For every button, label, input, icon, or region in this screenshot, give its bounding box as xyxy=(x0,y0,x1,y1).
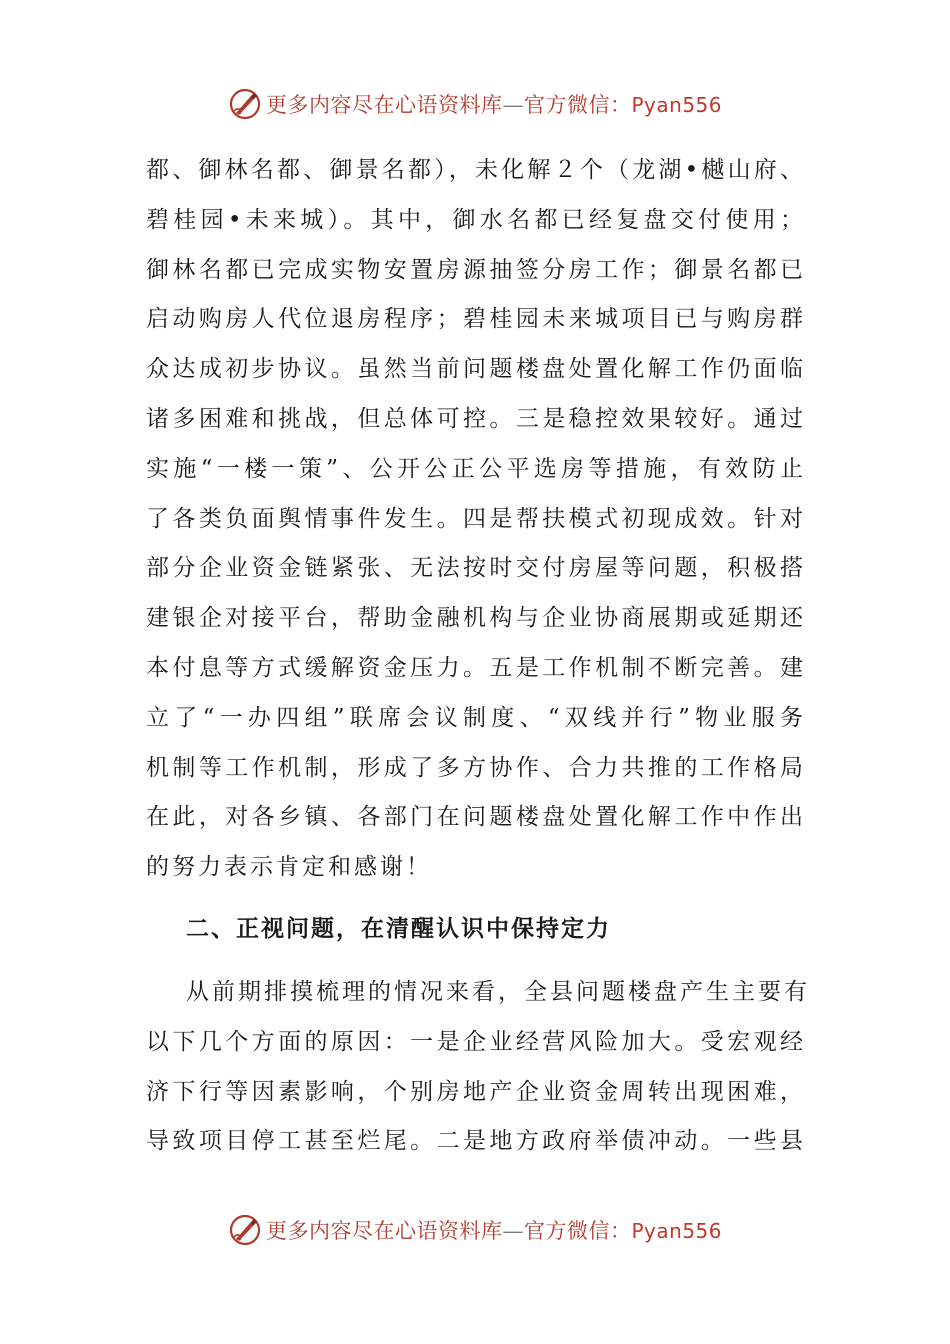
text-line: 机制等工作机制，形成了多方协作、合力共推的工作格局 xyxy=(146,754,806,781)
text-line: 启动购房人代位退房程序；碧桂园未来城项目已与购房群 xyxy=(146,306,806,333)
text-line: 从前期排摸梳理的情况来看，全县问题楼盘产生主要有 xyxy=(186,979,810,1005)
paragraph-1 xyxy=(146,146,806,893)
watermark-separator: — xyxy=(502,1219,524,1243)
watermark-banner-bottom xyxy=(0,1208,950,1252)
text-line: 的努力表示肯定和感谢！ xyxy=(146,854,432,881)
paragraph-2 xyxy=(146,968,810,1167)
watermark-text xyxy=(266,89,722,119)
watermark-wechat-label: 官方微信： xyxy=(523,1219,632,1243)
pen-logo-icon xyxy=(228,1213,262,1247)
text-line: 众达成初步协议。虽然当前问题楼盘处置化解工作仍面临 xyxy=(146,356,806,383)
watermark-separator: — xyxy=(502,93,524,117)
text-line: 都、御林名都、御景名都），未化解２个（龙湖•樾山府、 xyxy=(146,157,806,183)
watermark-wechat-id: Pyan556 xyxy=(631,93,722,117)
text-line: 以下几个方面的原因：一是企业经营风险加大。受宏观经 xyxy=(146,1028,806,1055)
section-heading: 二、正视问题，在清醒认识中保持定力 xyxy=(186,916,611,942)
text-line: 诸多困难和挑战，但总体可控。三是稳控效果较好。通过 xyxy=(146,405,806,432)
text-line: 济下行等因素影响，个别房地产企业资金周转出现困难， xyxy=(146,1078,806,1105)
watermark-wechat-label: 官方微信： xyxy=(523,93,632,117)
text-line: 御林名都已完成实物安置房源抽签分房工作；御景名都已 xyxy=(146,256,806,283)
text-line: 立了“一办四组”联席会议制度、“双线并行”物业服务 xyxy=(146,704,806,731)
text-line: 了各类负面舆情事件发生。四是帮扶模式初现成效。针对 xyxy=(146,505,806,532)
text-line: 在此，对各乡镇、各部门在问题楼盘处置化解工作中作出 xyxy=(146,804,806,831)
text-line: 碧桂园•未来城）。其中，御水名都已经复盘交付使用； xyxy=(146,206,806,233)
text-line: 导致项目停工甚至烂尾。二是地方政府举债冲动。一些县 xyxy=(146,1128,806,1155)
watermark-banner-top xyxy=(0,82,950,126)
watermark-site-text: 更多内容尽在心语资料库 xyxy=(265,93,503,117)
watermark-wechat-id: Pyan556 xyxy=(631,1219,722,1243)
watermark-site-text: 更多内容尽在心语资料库 xyxy=(265,1219,503,1243)
text-line: 实施“一楼一策”、公开公正公平选房等措施，有效防止 xyxy=(146,455,806,482)
text-line: 建银企对接平台，帮助金融机构与企业协商展期或延期还 xyxy=(146,605,806,632)
text-line: 部分企业资金链紧张、无法按时交付房屋等问题，积极搭 xyxy=(146,555,806,582)
text-line: 本付息等方式缓解资金压力。五是工作机制不断完善。建 xyxy=(146,654,806,681)
watermark-text xyxy=(266,1215,722,1245)
pen-logo-icon xyxy=(228,87,262,121)
